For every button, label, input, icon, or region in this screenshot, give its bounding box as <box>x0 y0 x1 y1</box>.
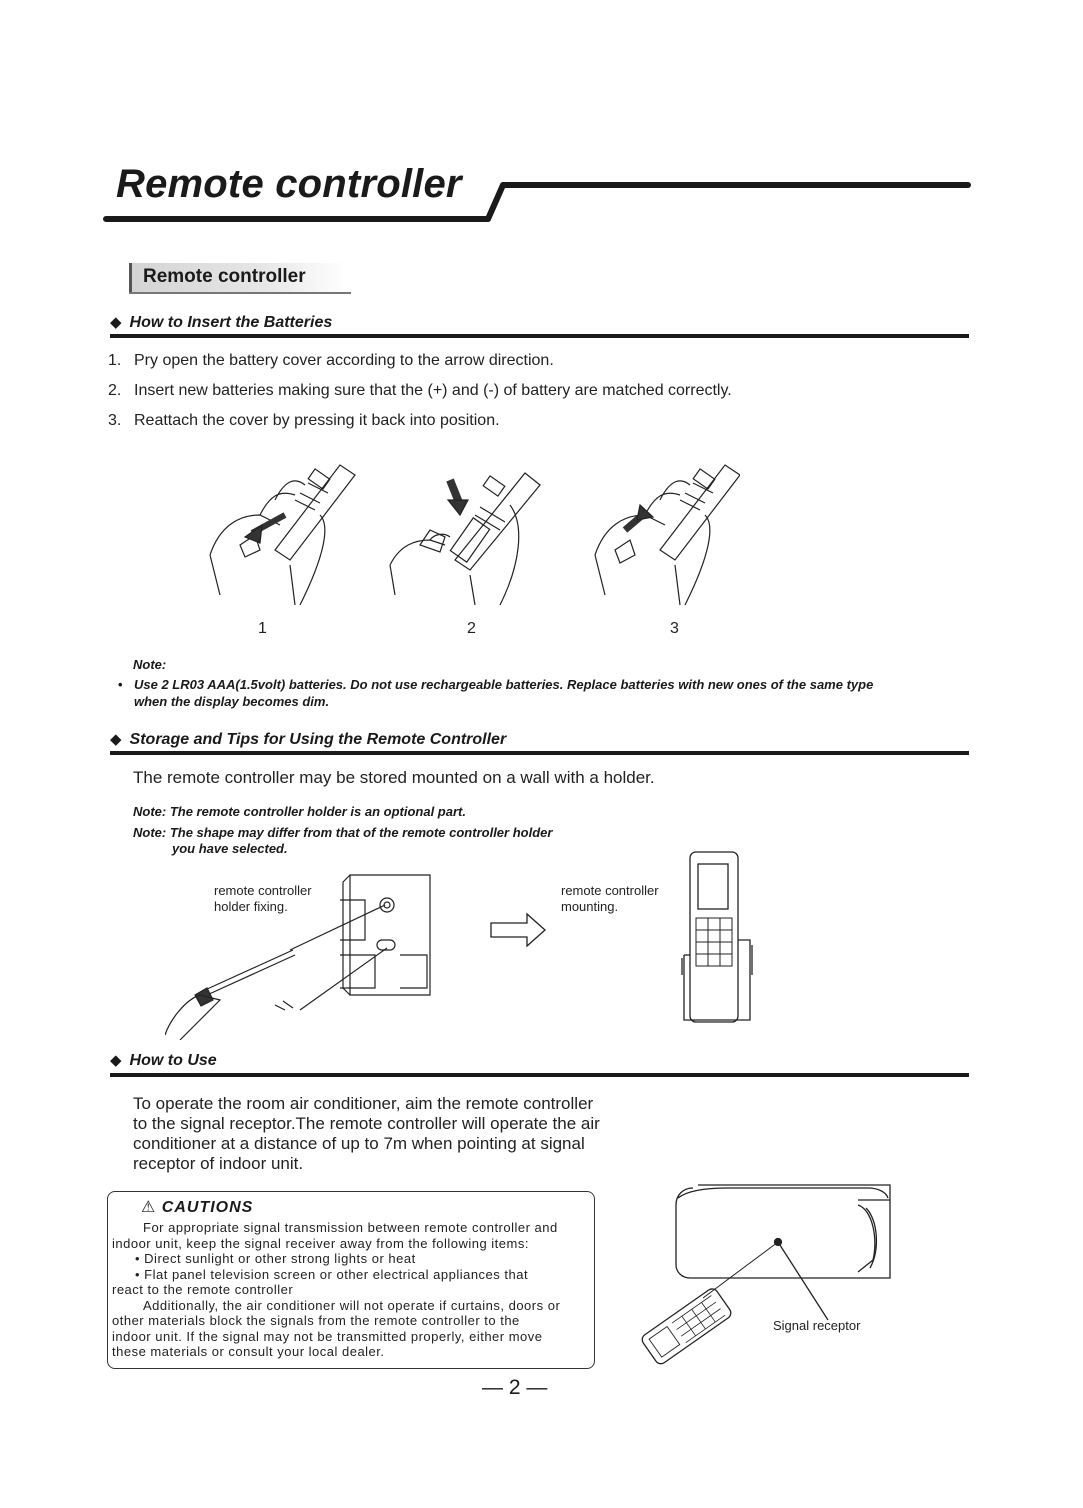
diamond-bullet-icon: ◆ <box>110 731 122 748</box>
battery-note-line2: when the display becomes dim. <box>134 694 330 709</box>
battery-note-line1: Use 2 LR03 AAA(1.5volt) batteries. Do not use rechargeable batteries. Replace batteries with new ones of the same type <box>134 677 874 692</box>
caution-line-8: indoor unit. If the signal may not be transmitted properly, either move <box>112 1329 543 1344</box>
battery-note-bullet: • <box>118 677 123 692</box>
section-title: Remote controller <box>143 266 306 287</box>
caution-line-7: other materials block the signals from the remote controller to the <box>112 1313 520 1328</box>
storage-note-2-line2: you have selected. <box>172 841 288 856</box>
battery-illustrations <box>200 455 740 615</box>
label-mounting-1: remote controller <box>561 883 659 898</box>
diamond-bullet-icon: ◆ <box>110 1052 122 1069</box>
figure-label-2: 2 <box>467 620 476 637</box>
page-number: — 2 — <box>482 1376 548 1399</box>
page-title: Remote controller <box>116 162 462 206</box>
battery-note-label: Note: <box>133 657 167 672</box>
usage-line-2: to the signal receptor.The remote controller will operate the air <box>133 1114 600 1133</box>
caution-line-2: indoor unit, keep the signal receiver away from the following items: <box>112 1236 529 1251</box>
storage-note-2-line1: Note: The shape may differ from that of the remote controller holder <box>133 825 553 840</box>
storage-heading <box>110 730 506 749</box>
section-title-underline <box>129 292 351 294</box>
usage-rule <box>110 1073 969 1077</box>
battery-step-2: 2. Insert new batteries making sure that the (+) and (-) of battery are matched correctly. <box>108 382 732 399</box>
usage-line-1: To operate the room air conditioner, aim the remote controller <box>133 1094 594 1113</box>
caution-line-9: these materials or consult your local dealer. <box>112 1344 385 1359</box>
storage-heading-text: Storage and Tips for Using the Remote Controller <box>129 731 507 748</box>
battery-figure-1 <box>210 465 355 605</box>
remote-mounted-illustration <box>680 850 755 1025</box>
battery-figure-2 <box>390 473 540 605</box>
usage-heading <box>110 1051 217 1070</box>
batteries-rule <box>110 334 969 338</box>
diamond-bullet-icon: ◆ <box>110 314 122 331</box>
caution-line-5: react to the remote controller <box>112 1282 294 1297</box>
battery-figure-3 <box>595 465 740 605</box>
usage-line-3: conditioner at a distance of up to 7m when pointing at signal <box>133 1134 585 1153</box>
battery-step-1: 1. Pry open the battery cover according to the arrow direction. <box>108 352 554 369</box>
holder-fixing-illustration <box>165 870 445 1040</box>
label-mounting-2: mounting. <box>561 899 619 914</box>
caution-line-3: • Direct sunlight or other strong lights or heat <box>135 1251 416 1266</box>
storage-note-1: Note: The remote controller holder is an optional part. <box>133 804 466 819</box>
batteries-heading <box>110 313 332 332</box>
figure-label-3: 3 <box>670 620 679 637</box>
signal-receptor-label: Signal receptor <box>773 1318 861 1333</box>
label-holder-fixing-2: holder fixing. <box>214 899 288 914</box>
usage-heading-text: How to Use <box>129 1052 217 1069</box>
caution-line-1: For appropriate signal transmission between remote controller and <box>143 1220 558 1235</box>
batteries-heading-text: How to Insert the Batteries <box>129 314 333 331</box>
storage-text: The remote controller may be stored mounted on a wall with a holder. <box>133 768 655 787</box>
usage-line-4: receptor of indoor unit. <box>133 1154 304 1173</box>
caution-line-6: Additionally, the air conditioner will not operate if curtains, doors or <box>143 1298 561 1313</box>
battery-step-3: 3. Reattach the cover by pressing it back into position. <box>108 412 500 429</box>
indoor-unit-illustration <box>638 1180 898 1370</box>
mount-arrow-icon <box>489 912 549 948</box>
storage-rule <box>110 751 969 755</box>
warning-triangle-icon: ⚠ <box>141 1199 157 1216</box>
figure-label-1: 1 <box>258 620 267 637</box>
cautions-title: ⚠ CAUTIONS <box>141 1199 254 1216</box>
caution-line-4: • Flat panel television screen or other electrical appliances that <box>135 1267 529 1282</box>
label-holder-fixing-1: remote controller <box>214 883 312 898</box>
